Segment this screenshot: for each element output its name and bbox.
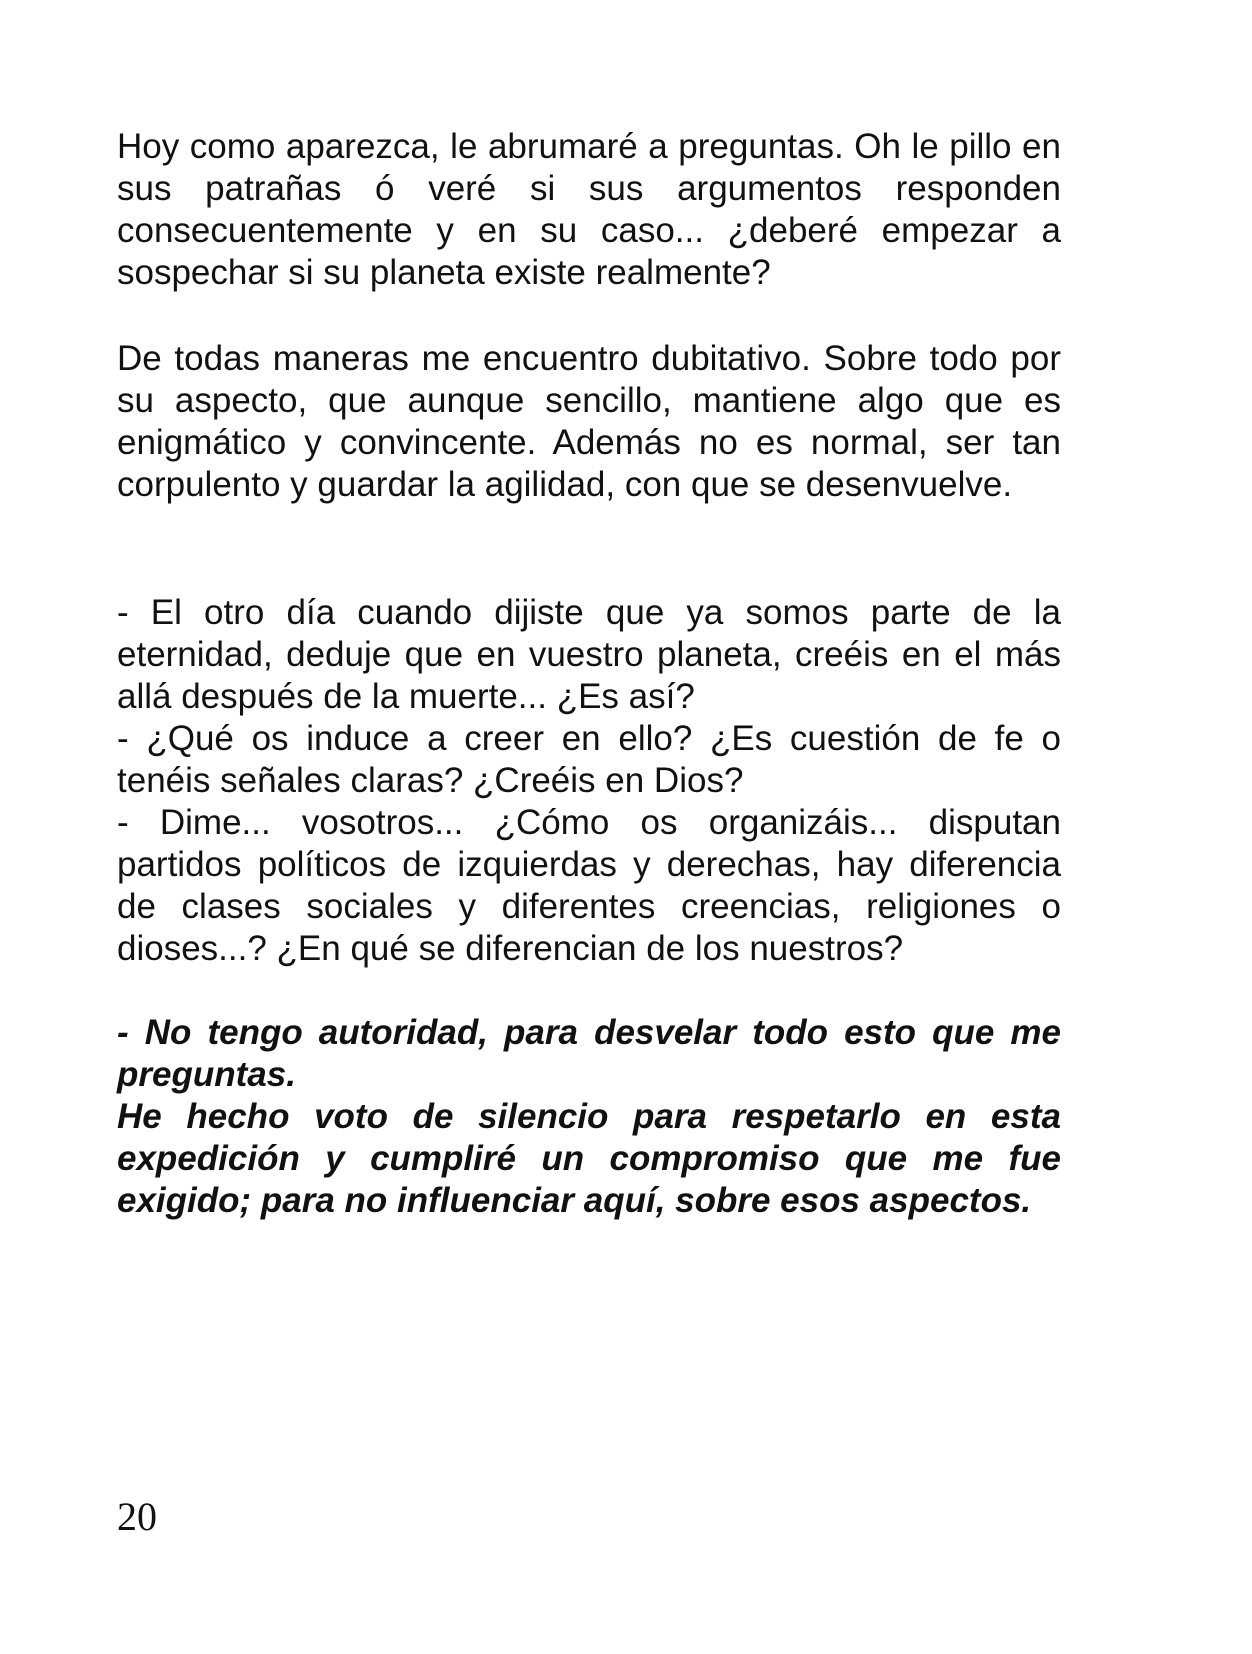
paragraph-intro: Hoy como aparezca, le abrumaré a preguntas. Oh le pillo en sus patrañas ó veré si sus argumentos responden consecuentemente y en su caso... ¿deberé empezar a sospechar si su planeta existe realmente? [117,127,1061,292]
paragraph-spacer [117,294,1061,338]
dialogue-line: - El otro día cuando dijiste que ya somos parte de la eternidad, deduje que en vuestro planeta, creéis en el más allá después de la muerte... ¿Es así? [117,593,1061,716]
dialogue-line: - ¿Qué os induce a creer en ello? ¿Es cuestión de fe o tenéis señales claras? ¿Creéis en Dios? [117,719,1061,800]
page-body [117,126,1061,1222]
dialogue-line: - Dime... vosotros... ¿Cómo os organizáis... disputan partidos políticos de izquierdas y derechas, hay diferencia de clases sociales y diferentes creencias, religiones o dioses...? ¿En qué se diferencian de los nuestros? [117,803,1061,968]
reply-line: He hecho voto de silencio para respetarlo en esta expedición y cumpliré un compromiso que me fue exigido; para no influenciar aquí, sobre esos aspectos. [117,1097,1061,1220]
section-spacer [117,506,1061,592]
dialogue-spacer [117,970,1061,1012]
reply-line: - No tengo autoridad, para desvelar todo esto que me preguntas. [117,1013,1061,1094]
page-number: 20 [117,1494,157,1539]
paragraph-doubt: De todas maneras me encuentro dubitativo. Sobre todo por su aspecto, que aunque sencillo, mantiene algo que es enigmático y convincente. Además no es normal, ser tan corpulento y guardar la agilidad, con que se desenvuelve. [117,339,1061,504]
